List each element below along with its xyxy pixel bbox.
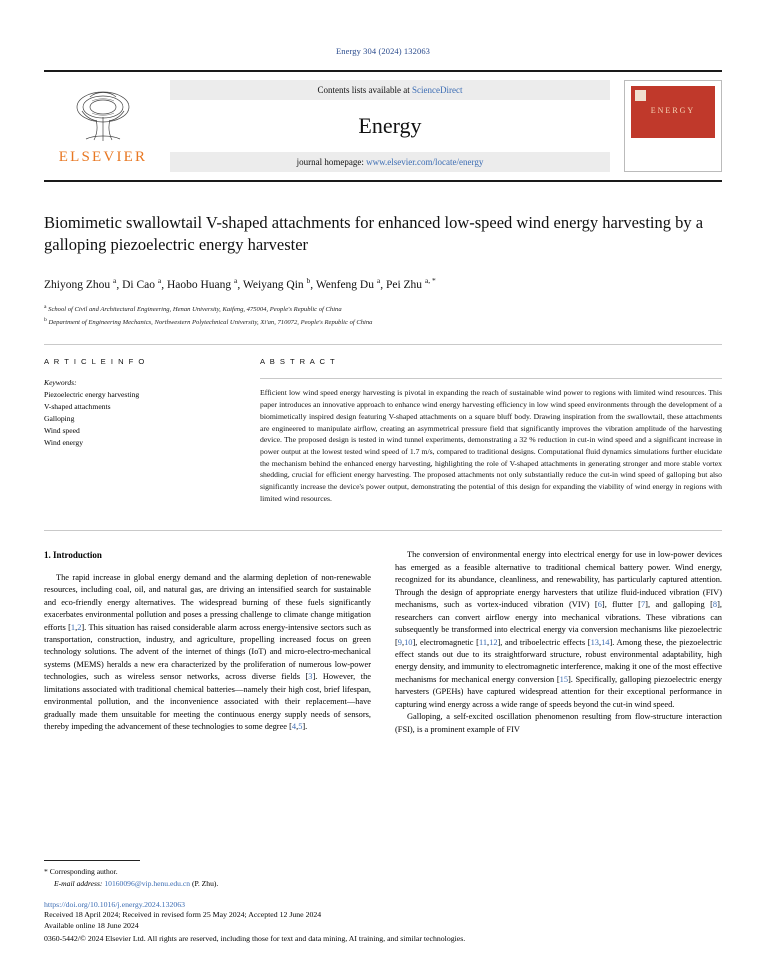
keyword-item: Galloping bbox=[44, 414, 75, 424]
affiliation-a: $^a$ School of Civil and Architectural Engineering, Henan University, Kaifeng, 475004, People's Republic of China bbox=[44, 303, 342, 313]
email-link[interactable]: 10160096@vip.henu.edu.cn bbox=[104, 878, 191, 888]
body-columns bbox=[44, 549, 722, 736]
journal-masthead bbox=[44, 70, 722, 182]
author-list: Zhiyong Zhou $^a$, Di Cao $^a$, Haobo Huang $^a$, Weiyang Qin $^b$, Wenfeng Du $^a$, Pei Zhu $^{a, *}$ bbox=[44, 275, 436, 291]
citation-link[interactable]: 1 bbox=[70, 622, 76, 632]
paragraph: The conversion of environmental energy into electrical energy for use in low-power devices has emerged as a feasible alternative to traditional chemical battery power. Wind energy, recognized for its abundance, cleanliness, and renewability, has particularly captured attention. Through the design of appropriate energy harvesters that utilize fluid-induced vibration (FIV) mechanisms, such as vortex-induced vibration (VIV) [6], flutter [7], and galloping [8], researchers can convert airflow energy into mechanical vibrations. These vibrations can subsequently be transformed into electrical energy via conversion mechanisms like piezoelectric [9,10], electromagnetic [11,12], and triboelectric effects [13,14]. Among these, the piezoelectric effect stands out due to its straightforward structure, robust environmental adaptability, high energy density, and immunity to electromagnetic interference, making it one of the most effective mechanisms for mechanical energy conversion [15]. Specifically, galloping piezoelectric energy harvesters (GPEHs) have captured widespread attention for their exceptional performance in capturing wind energy across a wide range of speeds beyond the cut-in wind speed. bbox=[395, 550, 722, 709]
elsevier-wordmark: ELSEVIER bbox=[58, 148, 148, 165]
journal-reference: Energy 304 (2024) 132063 bbox=[335, 46, 431, 56]
cover-decoration bbox=[635, 90, 646, 101]
citation-link[interactable]: 5 bbox=[298, 722, 303, 732]
homepage-prefix: journal homepage: bbox=[296, 157, 364, 167]
divider-above-body bbox=[44, 530, 722, 531]
affiliation-b-text: Department of Engineering Mechanics, Northwestern Polytechnical University, Xi'an, 710072, People's Republic of China bbox=[48, 319, 373, 327]
journal-cover bbox=[624, 80, 722, 172]
footnote-rule bbox=[44, 860, 140, 861]
corresponding-label: Corresponding author. bbox=[49, 867, 118, 877]
citation-link[interactable]: 14 bbox=[601, 637, 610, 647]
cover-title-text: ENERGY bbox=[650, 106, 696, 115]
journal-homepage-link[interactable]: www.elsevier.com/locate/energy bbox=[366, 157, 484, 167]
citation-link[interactable]: 10 bbox=[404, 637, 413, 647]
keyword-item: Wind speed bbox=[44, 426, 80, 436]
affiliation-a-text: School of Civil and Architectural Engineering, Henan University, Kaifeng, 475004, People's Republic of China bbox=[48, 305, 342, 313]
body-column-left bbox=[44, 549, 371, 736]
paragraph: Galloping, a self-excited oscillation phenomenon resulting from flow-structure interaction (FSI), is a prominent example of FIV bbox=[395, 712, 722, 734]
doi-link[interactable]: https://doi.org/10.1016/j.energy.2024.132063 bbox=[44, 899, 186, 909]
corresponding-marker: * bbox=[44, 867, 48, 877]
contents-bar bbox=[170, 80, 610, 100]
citation-link[interactable]: 2 bbox=[77, 622, 82, 632]
body-column-right bbox=[395, 549, 722, 736]
copyright-line: 0360-5442/© 2024 Elsevier Ltd. All rights are reserved, including those for text and data mining, AI training, and similar technologies. bbox=[44, 934, 466, 943]
article-info-column bbox=[44, 357, 252, 504]
paragraph: The rapid increase in global energy demand and the alarming depletion of non-renewable resources, including coal, oil, and natural gas, are driving an intensified search for sustainable and eco-friendly energy alternatives. The widespread burning of these fuels significantly exacerbates environmental pollution and poses a pressing challenge to climate change mitigation efforts [1,2]. This situation has raised considerable alarm across energy-intensive sectors such as transportation, construction, industry, and agriculture, propelling increased focus on green technology solutions. The advent of the internet of things (IoT) and micro-electro-mechanical systems (MEMS) heralds a new era characterized by the proliferation of numerous low-power technologies, such as wireless sensor networks, across diverse fields [3]. However, the limitations associated with traditional chemical batteries—namely their high cost, brief lifespan, environmental pollution, and the inconvenience associated with their replacement—have gradually made them unsuitable for meeting the continuous energy supply needs of sensors, thereby impeding the advancement of these technologies to some degree [4,5]. bbox=[44, 572, 372, 732]
keyword-item: Piezoelectric energy harvesting bbox=[44, 390, 140, 400]
divider-above-info bbox=[44, 344, 722, 345]
email-owner: (P. Zhu). bbox=[191, 878, 219, 888]
citation-link[interactable]: 6 bbox=[597, 600, 602, 610]
contents-prefix: Contents lists available at bbox=[317, 85, 410, 95]
citation-link[interactable]: 13 bbox=[590, 637, 599, 647]
journal-title: Energy bbox=[358, 113, 422, 138]
email-label: E-mail address: bbox=[54, 878, 103, 888]
keyword-item: Wind energy bbox=[44, 438, 83, 448]
keywords-label: Keywords: bbox=[44, 378, 77, 388]
citation-link[interactable]: 9 bbox=[397, 637, 402, 647]
paper-title: Biomimetic swallowtail V-shaped attachments for enhanced low-speed wind energy harvesting by a galloping piezoelectric energy harvester bbox=[44, 213, 704, 255]
citation-link[interactable]: 11 bbox=[478, 637, 488, 647]
affiliation-b: $^b$ Department of Engineering Mechanics, Northwestern Polytechnical University, Xi'an, 710072, People's Republic of China bbox=[44, 317, 373, 327]
citation-link[interactable]: 7 bbox=[640, 600, 646, 610]
citation-link[interactable]: 12 bbox=[489, 637, 498, 647]
citation-link[interactable]: 4 bbox=[291, 722, 297, 732]
abstract-text: Efficient low wind speed energy harvesting is pivotal in expanding the reach of sustainable wind power to regions with limited wind resources. This paper introduces an innovative approach to enhance wind energy harvesting efficiency in low wind speed environments through the development of a biomimetically inspired design featuring V-shaped attachments on a square bluff body. Drawing inspiration from the swallowtail, these attachments are engineered to manipulate airflow, creating an asymmetrical pressure field that significantly improves the vibration amplitude of the harvesting device. The proposed design is tested in wind tunnel experiments, demonstrating a 32 % reduction in cut-in wind speed and a significant increase in power output at the lowest tested wind speed of 1.7 m/s, compared to traditional designs. Computational fluid dynamics simulations further elucidate the mechanism behind the enhanced energy harvesting, highlighting the role of V-shaped attachments in generating stronger and more stable vortex shedding, crucial for efficient energy harvesting. The proposed attachments not only substantially reduce the cut-in wind speed of galloping but also significantly increase the device's power output, demonstrating the potential of this design for expanding the viability of wind energy in regions with limited wind resources. bbox=[260, 388, 722, 503]
journal-cover-image bbox=[631, 86, 715, 138]
citation-link[interactable]: 15 bbox=[559, 674, 568, 684]
email-note bbox=[44, 878, 364, 890]
available-online: Available online 18 June 2024 bbox=[44, 921, 139, 931]
publisher-logo bbox=[44, 80, 162, 172]
abstract-column bbox=[252, 357, 722, 504]
sciencedirect-link[interactable]: ScienceDirect bbox=[412, 85, 463, 95]
citation-link[interactable]: 8 bbox=[712, 600, 718, 610]
citation-link[interactable]: 3 bbox=[308, 672, 313, 682]
abstract-rule bbox=[260, 378, 722, 379]
section-title-introduction: 1. Introduction bbox=[44, 550, 102, 561]
keywords-list bbox=[44, 389, 234, 449]
article-info-heading: A R T I C L E I N F O bbox=[44, 357, 146, 367]
page-footer bbox=[44, 860, 466, 943]
received-history: Received 18 April 2024; Received in revised form 25 May 2024; Accepted 12 June 2024 bbox=[44, 909, 322, 919]
corresponding-author-note bbox=[44, 866, 364, 878]
keyword-item: V-shaped attachments bbox=[44, 402, 111, 412]
abstract-heading: A B S T R A C T bbox=[260, 357, 337, 367]
elsevier-tree-icon bbox=[66, 87, 140, 147]
homepage-bar bbox=[170, 152, 610, 172]
